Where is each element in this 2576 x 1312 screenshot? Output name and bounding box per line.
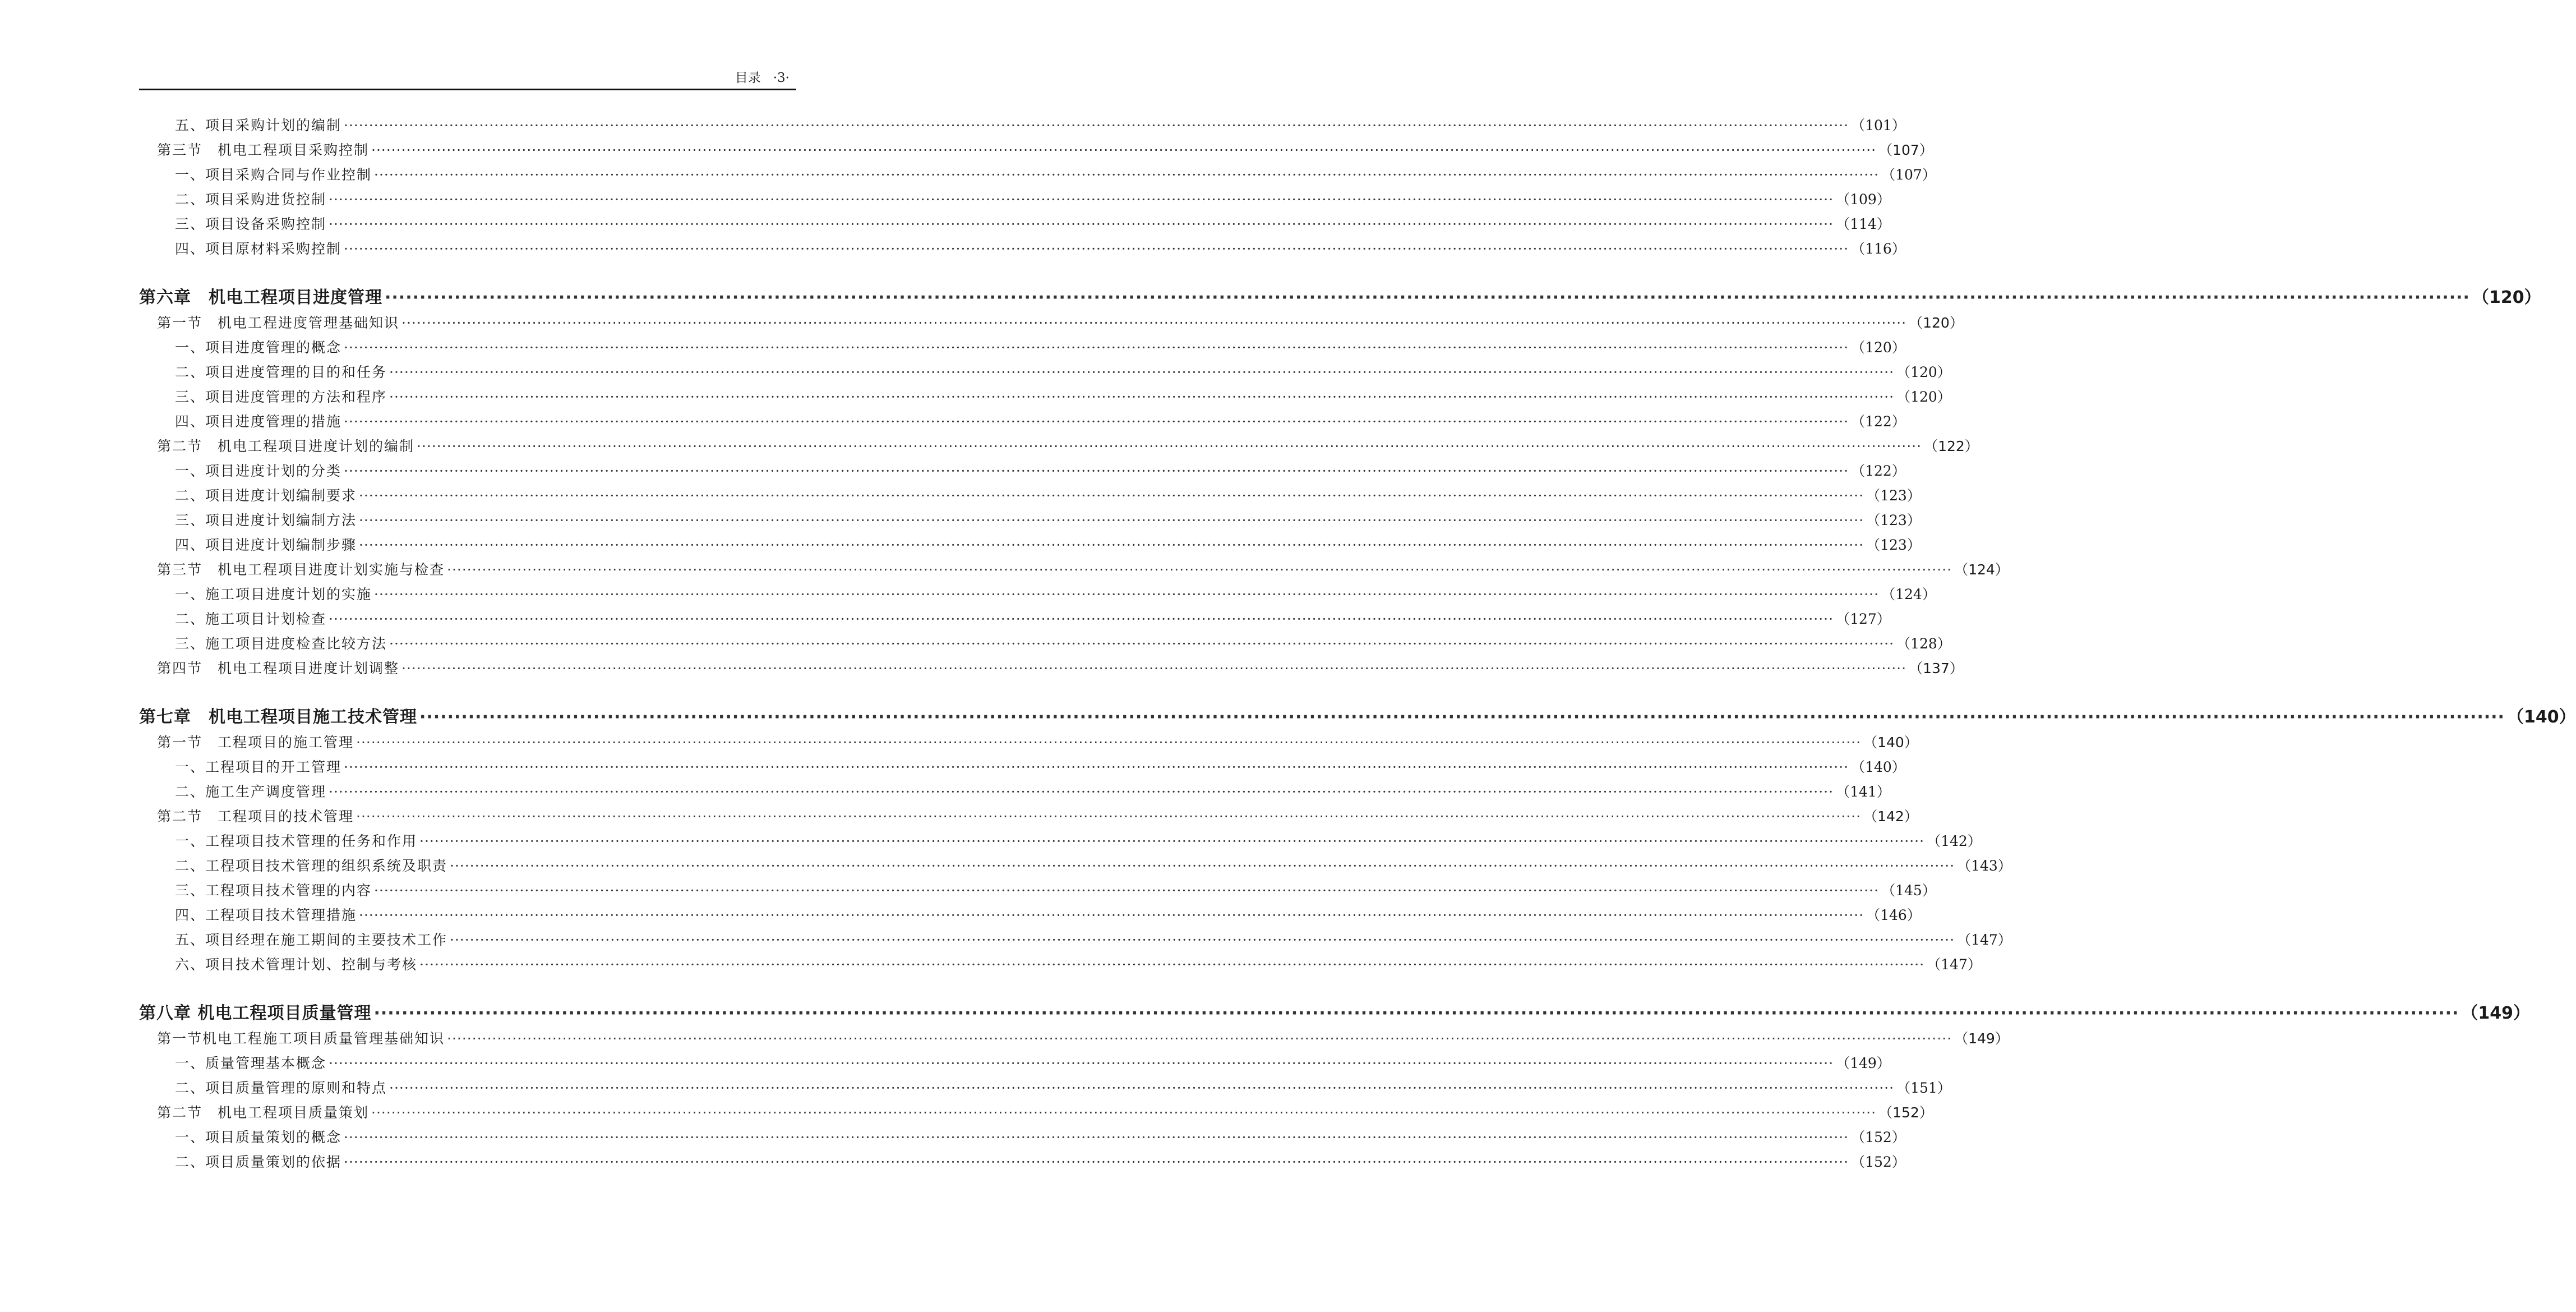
toc-leader-dots: ············································································································································································································································································································	[447, 1030, 1952, 1047]
toc-subsection[interactable]	[139, 1076, 1951, 1101]
toc-section[interactable]	[139, 730, 1918, 755]
toc-section[interactable]	[139, 558, 2009, 582]
toc-entry-page: （142）	[1863, 808, 1918, 825]
toc-leader-dots: ············································································································································································································································································································	[344, 241, 1849, 257]
toc-chapter[interactable]	[139, 285, 2541, 311]
toc-entry-page: （123）	[1866, 512, 1921, 528]
toc-subsection[interactable]	[139, 582, 1936, 607]
toc-subsection[interactable]	[139, 755, 1906, 780]
toc-entry-title: 四、项目进度计划编制步骤	[175, 537, 357, 553]
toc-leader-dots: ············································································································································································································································································································	[356, 808, 1862, 825]
toc-entry-title: 一、项目进度管理的概念	[175, 339, 342, 356]
toc-entry-title: 三、施工项目进度检查比较方法	[175, 636, 387, 652]
toc-section[interactable]	[139, 804, 1918, 829]
toc-subsection[interactable]	[139, 928, 2012, 952]
toc-entry-page: （149）	[2461, 1003, 2531, 1023]
toc-entry-title: 三、项目进度管理的方法和程序	[175, 389, 387, 405]
toc-leader-dots: ············································································································································································································································································································	[389, 364, 1895, 380]
toc-entry-page: （145）	[1881, 882, 1936, 899]
running-header	[139, 66, 796, 90]
toc-entry-page: （152）	[1851, 1129, 1906, 1145]
toc-subsection[interactable]	[139, 1150, 1906, 1175]
toc-leader-dots: ············································································································································································································································································································	[374, 882, 1880, 899]
toc-entry-page: （140）	[1863, 734, 1918, 751]
table-of-contents	[139, 113, 2576, 1175]
toc-entry-title: 三、工程项目技术管理的内容	[175, 882, 372, 899]
toc-entry-title: 四、工程项目技术管理措施	[175, 907, 357, 923]
toc-entry-title: 第三节 机电工程项目进度计划实施与检查	[157, 561, 445, 578]
toc-subsection[interactable]	[139, 508, 1921, 533]
toc-leader-dots: ············································································································································································································································································································	[389, 636, 1895, 652]
toc-leader-dots: ············································································································································································································································································································	[419, 956, 1925, 973]
toc-subsection[interactable]	[139, 212, 1891, 237]
toc-leader-dots: ············································································································································································································································································································	[356, 734, 1862, 751]
toc-entry-title: 第一节 工程项目的施工管理	[157, 734, 354, 751]
toc-subsection[interactable]	[139, 632, 1951, 656]
toc-entry-title: 六、项目技术管理计划、控制与考核	[175, 956, 418, 973]
toc-entry-page: （114）	[1836, 216, 1891, 232]
toc-section[interactable]	[139, 1026, 2009, 1051]
toc-leader-dots: ············································································································································································································································································································	[344, 759, 1849, 775]
toc-leader-dots: ············································································································································································································································································································	[450, 858, 1955, 874]
toc-entry-title: 二、项目质量管理的原则和特点	[175, 1080, 387, 1096]
toc-entry-title: 第三节 机电工程项目采购控制	[157, 142, 370, 158]
toc-entry-title: 四、项目进度管理的措施	[175, 413, 342, 430]
toc-chapter[interactable]	[139, 705, 2576, 730]
toc-entry-page: （120）	[2472, 288, 2541, 307]
toc-entry-page: （142）	[1927, 833, 1982, 849]
toc-entry-page: （152）	[1878, 1104, 1933, 1121]
toc-leader-dots: ············································································································································································································································································································	[329, 191, 1834, 208]
toc-entry-title: 五、项目采购计划的编制	[175, 117, 342, 133]
toc-entry-page: （124）	[1954, 561, 2009, 578]
toc-entry-page: （107）	[1881, 167, 1936, 183]
toc-subsection[interactable]	[139, 484, 1921, 508]
toc-leader-dots: ············································································································································································································································································································	[344, 1154, 1849, 1170]
toc-entry-page: （141）	[1836, 784, 1891, 800]
toc-entry-title: 第八章 机电工程项目质量管理	[139, 1003, 372, 1023]
toc-entry-title: 二、工程项目技术管理的组织系统及职责	[175, 858, 448, 874]
toc-entry-title: 四、项目原材料采购控制	[175, 241, 342, 257]
toc-entry-page: （128）	[1896, 636, 1951, 652]
toc-entry-page: （109）	[1836, 191, 1891, 208]
toc-entry-title: 第四节 机电工程项目进度计划调整	[157, 660, 400, 676]
toc-entry-title: 一、工程项目的开工管理	[175, 759, 342, 775]
toc-leader-dots: ············································································································································································································································································································	[344, 117, 1849, 133]
toc-entry-title: 三、项目进度计划编制方法	[175, 512, 357, 528]
toc-subsection[interactable]	[139, 360, 1951, 385]
toc-leader-dots: ············································································································································································································································································································	[417, 438, 1922, 454]
toc-entry-page: （120）	[1851, 339, 1906, 356]
toc-section[interactable]	[139, 434, 1979, 459]
toc-leader-dots: ············································································································································································································································································································	[329, 1055, 1834, 1071]
toc-entry-title: 第二节 机电工程项目进度计划的编制	[157, 438, 415, 454]
toc-entry-page: （120）	[1896, 364, 1951, 380]
toc-entry-page: （122）	[1851, 463, 1906, 479]
toc-leader-dots: ············································································································································································································································································································	[373, 1003, 2459, 1023]
toc-entry-title: 第一节 机电工程进度管理基础知识	[157, 315, 400, 331]
toc-subsection[interactable]	[139, 1125, 1906, 1150]
toc-section[interactable]	[139, 138, 1933, 163]
header-page-number: ·3·	[773, 71, 790, 85]
toc-leader-dots: ············································································································································································································································································································	[447, 561, 1952, 578]
toc-entry-page: （140）	[1851, 759, 1906, 775]
toc-entry-title: 二、项目采购进货控制	[175, 191, 327, 208]
toc-leader-dots: ············································································································································································································································································································	[359, 537, 1864, 553]
toc-entry-page: （151）	[1896, 1080, 1951, 1096]
toc-entry-page: （123）	[1866, 537, 1921, 553]
toc-subsection[interactable]	[139, 607, 1891, 632]
toc-leader-dots: ············································································································································································································································································································	[359, 487, 1864, 504]
toc-section[interactable]	[139, 311, 1964, 335]
toc-entry-title: 二、项目进度计划编制要求	[175, 487, 357, 504]
toc-leader-dots: ············································································································································································································································································································	[329, 216, 1834, 232]
header-section-title: 目录	[735, 71, 761, 85]
toc-entry-page: （149）	[1836, 1055, 1891, 1071]
toc-entry-title: 第二节 机电工程项目质量策划	[157, 1104, 370, 1121]
toc-entry-page: （122）	[1851, 413, 1906, 430]
toc-subsection[interactable]	[139, 459, 1906, 484]
toc-entry-title: 一、质量管理基本概念	[175, 1055, 327, 1071]
toc-leader-dots: ············································································································································································································································································································	[344, 1129, 1849, 1145]
toc-chapter[interactable]	[139, 1001, 2531, 1026]
toc-leader-dots: ············································································································································································································································································································	[419, 833, 1925, 849]
toc-subsection[interactable]	[139, 878, 1936, 903]
toc-entry-title: 第二节 工程项目的技术管理	[157, 808, 354, 825]
toc-entry-title: 一、项目进度计划的分类	[175, 463, 342, 479]
toc-entry-page: （107）	[1878, 142, 1933, 158]
toc-leader-dots: ············································································································································································································································································································	[374, 167, 1880, 183]
toc-entry-page: （149）	[1954, 1030, 2009, 1047]
toc-entry-page: （120）	[1909, 315, 1964, 331]
toc-entry-page: （146）	[1866, 907, 1921, 923]
toc-leader-dots: ············································································································································································································································································································	[329, 784, 1834, 800]
toc-subsection[interactable]	[139, 335, 1906, 360]
toc-entry-page: （122）	[1924, 438, 1979, 454]
toc-leader-dots: ············································································································································································································································································································	[401, 660, 1907, 676]
toc-leader-dots: ············································································································································································································································································································	[385, 288, 2470, 307]
toc-entry-title: 一、项目质量策划的概念	[175, 1129, 342, 1145]
toc-subsection[interactable]	[139, 237, 1906, 261]
toc-leader-dots: ············································································································································································································································································································	[329, 611, 1834, 627]
toc-leader-dots: ············································································································································································································································································································	[371, 142, 1877, 158]
toc-entry-title: 一、施工项目进度计划的实施	[175, 586, 372, 602]
toc-subsection[interactable]	[139, 533, 1921, 558]
toc-entry-page: （127）	[1836, 611, 1891, 627]
toc-entry-title: 第六章 机电工程项目进度管理	[139, 288, 382, 307]
toc-subsection[interactable]	[139, 952, 1982, 977]
toc-subsection[interactable]	[139, 1051, 1891, 1076]
toc-entry-title: 第七章 机电工程项目施工技术管理	[139, 707, 417, 727]
toc-subsection[interactable]	[139, 903, 1921, 928]
toc-entry-page: （137）	[1909, 660, 1964, 676]
toc-entry-page: （152）	[1851, 1154, 1906, 1170]
toc-subsection[interactable]	[139, 829, 1982, 854]
toc-entry-title: 二、项目进度管理的目的和任务	[175, 364, 387, 380]
toc-subsection[interactable]	[139, 854, 2012, 878]
toc-section[interactable]	[139, 656, 1964, 681]
toc-entry-page: （123）	[1866, 487, 1921, 504]
toc-leader-dots: ············································································································································································································································································································	[419, 707, 2505, 727]
toc-entry-title: 二、项目质量策划的依据	[175, 1154, 342, 1170]
toc-entry-page: （147）	[1957, 932, 2012, 948]
toc-leader-dots: ············································································································································································································································································································	[344, 463, 1849, 479]
toc-entry-title: 二、施工项目计划检查	[175, 611, 327, 627]
toc-entry-title: 一、工程项目技术管理的任务和作用	[175, 833, 418, 849]
toc-entry-title: 一、项目采购合同与作业控制	[175, 167, 372, 183]
toc-subsection[interactable]	[139, 385, 1951, 409]
toc-subsection[interactable]	[139, 780, 1891, 804]
toc-leader-dots: ············································································································································································································································································································	[450, 932, 1955, 948]
toc-leader-dots: ············································································································································································································································································································	[389, 1080, 1895, 1096]
toc-subsection[interactable]	[139, 113, 1906, 138]
toc-entry-title: 五、项目经理在施工期间的主要技术工作	[175, 932, 448, 948]
toc-leader-dots: ············································································································································································································································································································	[359, 512, 1864, 528]
toc-leader-dots: ············································································································································································································································································································	[371, 1104, 1877, 1121]
toc-leader-dots: ············································································································································································································································································································	[389, 389, 1895, 405]
toc-subsection[interactable]	[139, 187, 1891, 212]
toc-leader-dots: ············································································································································································································································································································	[401, 315, 1907, 331]
toc-subsection[interactable]	[139, 409, 1906, 434]
toc-entry-page: （147）	[1927, 956, 1982, 973]
toc-leader-dots: ············································································································································································································································································································	[359, 907, 1864, 923]
toc-entry-title: 第一节机电工程施工项目质量管理基础知识	[157, 1030, 445, 1047]
toc-subsection[interactable]	[139, 163, 1936, 187]
toc-entry-page: （101）	[1851, 117, 1906, 133]
toc-entry-title: 三、项目设备采购控制	[175, 216, 327, 232]
toc-leader-dots: ············································································································································································································································································································	[374, 586, 1880, 602]
toc-entry-page: （140）	[2506, 707, 2576, 727]
toc-entry-title: 二、施工生产调度管理	[175, 784, 327, 800]
toc-section[interactable]	[139, 1101, 1933, 1125]
toc-leader-dots: ············································································································································································································································································································	[344, 413, 1849, 430]
toc-entry-page: （116）	[1851, 241, 1906, 257]
header-right	[735, 67, 790, 86]
toc-leader-dots: ············································································································································································································································································································	[344, 339, 1849, 356]
toc-entry-page: （124）	[1881, 586, 1936, 602]
toc-entry-page: （120）	[1896, 389, 1951, 405]
toc-entry-page: （143）	[1957, 858, 2012, 874]
